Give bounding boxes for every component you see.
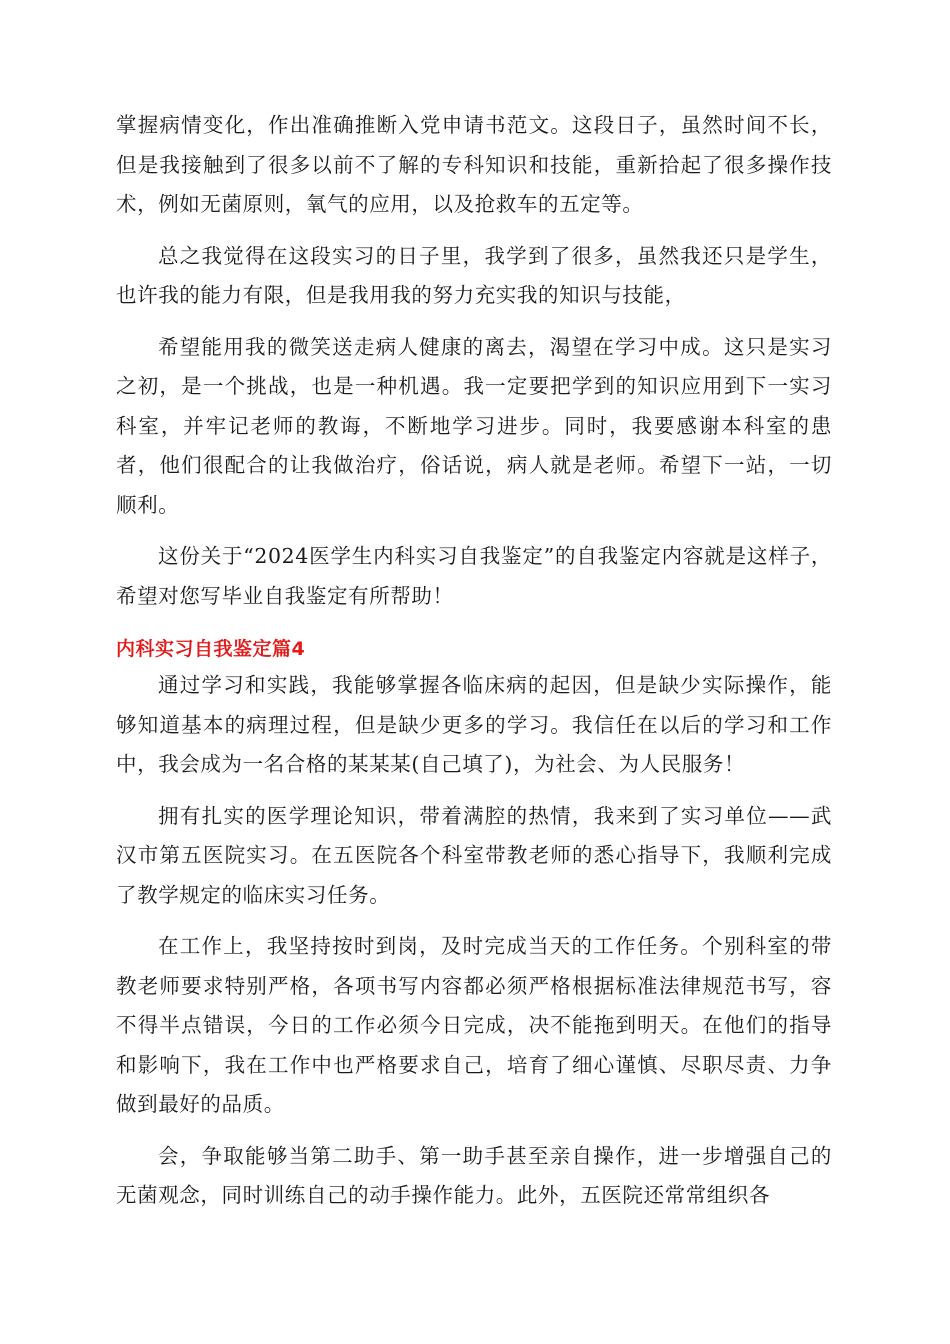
paragraph-1: 掌握病情变化，作出准确推断入党申请书范文。这段日子，虽然时间不长，但是我接触到了很多以前不了解的专科知识和技能，重新拾起了很多操作技术，例如无菌原则，氧气的应用，以及抢救车的五定等。 <box>116 113 832 216</box>
paragraph-5: 通过学习和实践，我能够掌握各临床病的起因，但是缺少实际操作，能够知道基本的病理过程，但是缺少更多的学习。我信任在以后的学习和工作中，我会成为一名合格的某某某(自己填了)，为社会、为人民服务！ <box>116 673 832 776</box>
paragraph-3: 希望能用我的微笑送走病人健康的离去，渴望在学习中成。这只是实习之初，是一个挑战，也是一种机遇。我一定要把学到的知识应用到下一实习科室，并牢记老师的教诲，不断地学习进步。同时，我要感谢本科室的患者，他们很配合的让我做治疗，俗话说，病人就是老师。希望下一站，一切顺利。 <box>116 334 832 517</box>
section-heading: 内科实习自我鉴定篇4 <box>116 638 306 660</box>
paragraph-4: 这份关于“2024医学生内科实习自我鉴定”的自我鉴定内容就是这样子，希望对您写毕业自我鉴定有所帮助！ <box>116 544 832 608</box>
document-page <box>116 106 832 1216</box>
paragraph-8: 会，争取能够当第二助手、第一助手甚至亲自操作，进一步增强自己的无菌观念，同时训练自己的动手操作能力。此外，五医院还常常组织各 <box>116 1143 832 1207</box>
paragraph-6: 拥有扎实的医学理论知识，带着满腔的热情，我来到了实习单位——武汉市第五医院实习。在五医院各个科室带教老师的悉心指导下，我顺利完成了教学规定的临床实习任务。 <box>116 803 832 907</box>
paragraph-7: 在工作上，我坚持按时到岗，及时完成当天的工作任务。个别科室的带教老师要求特别严格，各项书写内容都必须严格根据标准法律规范书写，容不得半点错误，今日的工作必须今日完成，决不能拖到明天。在他们的指导和影响下，我在工作中也严格要求自己，培育了细心谨慎、尽职尽责、力争做到最好的品质。 <box>116 934 832 1116</box>
paragraph-2: 总之我觉得在这段实习的日子里，我学到了很多，虽然我还只是学生，也许我的能力有限，但是我用我的努力充实我的知识与技能， <box>116 243 832 307</box>
